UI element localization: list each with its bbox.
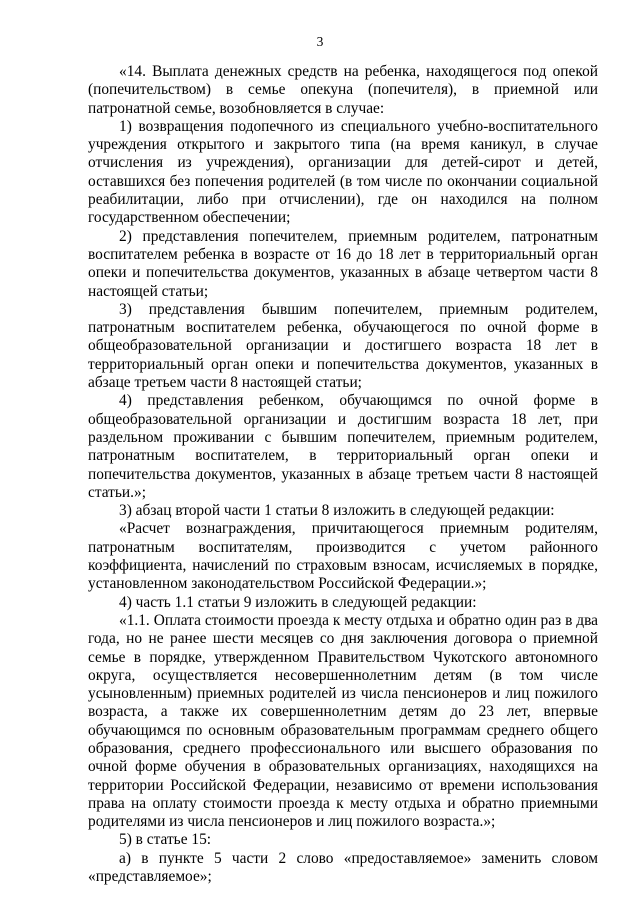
paragraph-subitem-3: 3) представления бывшим попечителем, приемным родителем, патронатным воспитателем ребенка, обучающегося по очной форме в общеобразовательной организации и достигшего возраста 18 лет в территориальный орган опеки и попечительства документов, указанных в абзаце третьем части 8 настоящей статьи; [88, 300, 598, 392]
paragraph-item-14-intro: «14. Выплата денежных средств на ребенка, находящегося под опекой (попечительством) в семье опекуна (попечителя), в приемной или патронатной семье, возобновляется в случае: [88, 63, 598, 117]
document-body [88, 63, 598, 886]
paragraph-remuneration-calculation: «Расчет вознаграждения, причитающегося приемным родителям, патронатным воспитателям, производится с учетом районного коэффициента, начислений по страховым взносам, исчисляемых в порядке, установленном законодательством Российской Федерации.»; [88, 520, 598, 593]
paragraph-amendment-3: 3) абзац второй части 1 статьи 8 изложить в следующей редакции: [119, 502, 555, 520]
paragraph-amendment-5: 5) в статье 15: [119, 831, 212, 849]
paragraph-travel-payment: «1.1. Оплата стоимости проезда к месту отдыха и обратно один раз в два года, но не ранее шести месяцев со дня заключения договора о приемной семье в порядке, утвержденном Правительством Чукотского автономного округа, осуществляется несовершеннолетним детям (в том числе усыновленным) приемных родителей из числа пенсионеров и лиц пожилого возраста, а также их совершеннолетним детям до 23 лет, впервые обучающимся по основным образовательным программам среднего общего образования, среднего профессионального или высшего образования по очной форме обучения в образовательных организациях, находящихся на территории Российской Федерации, независимо от времени использования права на оплату стоимости проезда к месту отдыха и обратно приемными родителями из числа пенсионеров и лиц пожилого возраста.»; [88, 611, 598, 831]
paragraph-amendment-5a: а) в пункте 5 части 2 слово «предоставляемое» заменить словом «представляемое»; [88, 849, 598, 886]
page-number: 3 [316, 34, 324, 49]
paragraph-amendment-4: 4) часть 1.1 статьи 9 изложить в следующей редакции: [119, 593, 477, 611]
paragraph-subitem-2: 2) представления попечителем, приемным родителем, патронатным воспитателем ребенка в возрасте от 16 до 18 лет в территориальный орган опеки и попечительства документов, указанных в абзаце четвертом части 8 настоящей статьи; [88, 227, 598, 300]
paragraph-subitem-4: 4) представления ребенком, обучающимся по очной форме в общеобразовательной организации и достигшим возраста 18 лет, при раздельном проживании с бывшим попечителем, приемным родителем, патронатным воспитателем, в территориальный орган опеки и попечительства документов, указанных в абзаце третьем части 8 настоящей статьи.»; [88, 392, 598, 501]
paragraph-subitem-1: 1) возвращения подопечного из специального учебно-воспитательного учреждения открытого и закрытого типа (на время каникул, в случае отчисления из учреждения), организации для детей-сирот и детей, оставшихся без попечения родителей (в том числе по окончании социальной реабилитации, либо при отчислении), где он находился на полном государственном обеспечении; [88, 117, 598, 227]
